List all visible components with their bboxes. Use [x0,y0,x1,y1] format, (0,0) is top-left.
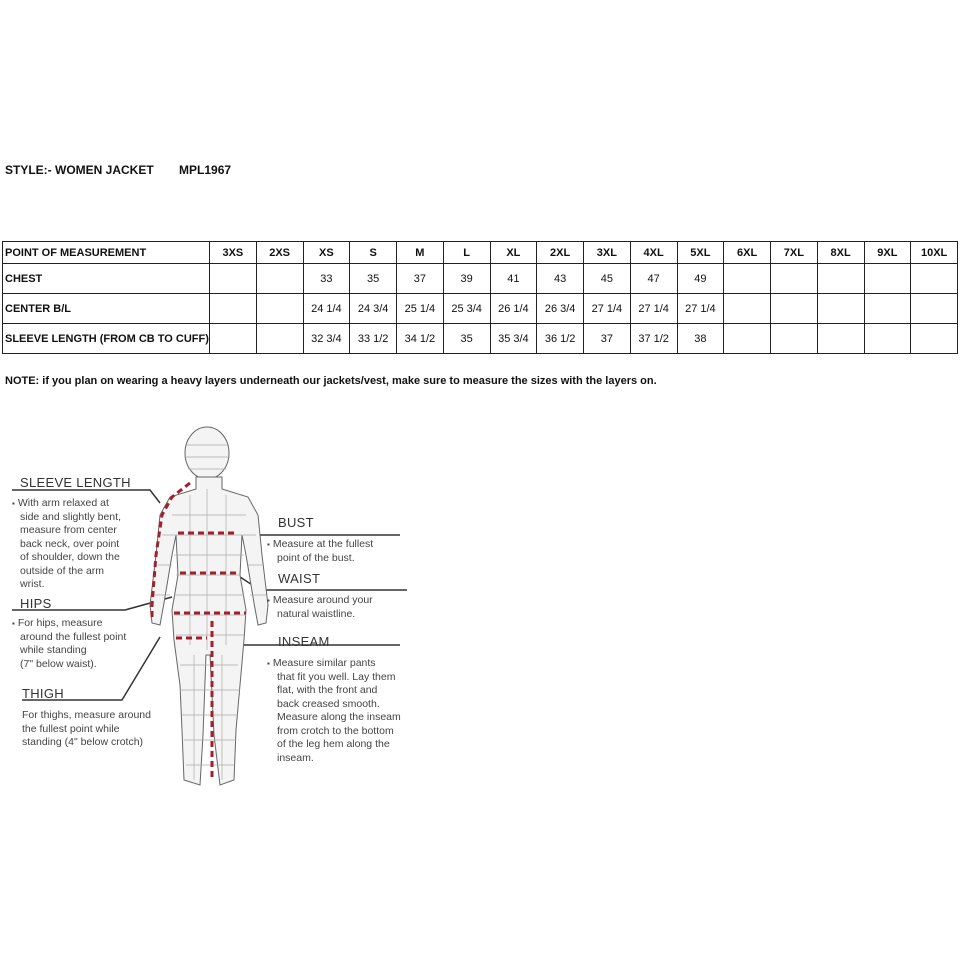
table-cell: 34 1/2 [397,324,444,354]
table-cell: 37 1/2 [630,324,677,354]
text-line: side and slightly bent, [20,510,121,523]
hips-text [12,617,126,671]
table-cell [210,264,257,294]
text-line: of the leg hem along the [277,738,390,750]
table-cell: 38 [677,324,724,354]
table-cell: 27 1/4 [677,294,724,324]
text-line: from crotch to the bottom [277,724,394,737]
text-line: ▪ For hips, measure [12,617,126,631]
table-cell [864,264,911,294]
text-line: wrist. [20,578,45,590]
table-cell: 24 3/4 [350,294,397,324]
size-chart-table [2,241,958,354]
sleeve-length-title: SLEEVE LENGTH [20,475,131,490]
table-row-chest [3,264,958,294]
header-cell: M [397,242,444,264]
bust-text [267,538,373,565]
table-cell [771,294,818,324]
table-cell: 43 [537,264,584,294]
table-cell [817,324,864,354]
row-label: SLEEVE LENGTH (FROM CB TO CUFF) [3,324,210,354]
header-cell: 3XL [584,242,631,264]
table-cell: 26 1/4 [490,294,537,324]
inseam-text [267,657,401,765]
header-cell: S [350,242,397,264]
table-cell [771,264,818,294]
text-line: of shoulder, down the [20,551,120,563]
text-line: measure from center [20,524,117,536]
table-cell: 27 1/4 [630,294,677,324]
table-cell: 24 1/4 [303,294,350,324]
text-line: Measure along the inseam [277,711,401,723]
table-cell: 45 [584,264,631,294]
text-line: that fit you well. Lay them [277,670,396,683]
thigh-text [22,709,151,750]
text-line: inseam. [277,751,314,764]
header-cell: 2XS [256,242,303,264]
thigh-title: THIGH [22,686,64,701]
table-cell [911,264,958,294]
table-cell: 47 [630,264,677,294]
table-cell: 27 1/4 [584,294,631,324]
text-line: back creased smooth. [277,697,380,710]
body-silhouette [150,427,268,785]
table-cell: 37 [397,264,444,294]
header-cell: 8XL [817,242,864,264]
row-label: CENTER B/L [3,294,210,324]
text-line: standing (4" below crotch) [22,736,144,748]
table-cell: 32 3/4 [303,324,350,354]
row-label: CHEST [3,264,210,294]
text-line: back neck, over point [20,537,120,550]
table-cell: 37 [584,324,631,354]
header-cell: 7XL [771,242,818,264]
table-cell [256,324,303,354]
style-label: STYLE:- WOMEN JACKET [5,163,154,177]
text-line: the fullest point while [22,722,120,735]
header-cell: 6XL [724,242,771,264]
header-cell: 5XL [677,242,724,264]
table-cell [724,264,771,294]
header-cell: 2XL [537,242,584,264]
table-cell [724,324,771,354]
text-line: flat, with the front and [277,684,378,696]
text-line: outside of the arm [20,564,105,577]
text-line: around the fullest point [20,630,127,643]
table-cell: 33 [303,264,350,294]
table-cell: 33 1/2 [350,324,397,354]
text-line: point of the bust. [277,551,355,564]
table-cell: 39 [443,264,490,294]
table-cell: 41 [490,264,537,294]
table-cell: 26 3/4 [537,294,584,324]
text-line: ▪ With arm relaxed at [12,497,121,511]
style-code: MPL1967 [179,163,232,177]
header-cell: XL [490,242,537,264]
waist-title: WAIST [278,571,321,586]
table-cell: 25 1/4 [397,294,444,324]
inseam-title: INSEAM [278,634,330,649]
text-line: while standing [20,644,87,656]
table-cell [210,294,257,324]
table-cell [210,324,257,354]
text-line: natural waistline. [277,607,356,620]
text-line: (7" below waist). [20,657,97,670]
table-cell [911,294,958,324]
table-cell: 35 [350,264,397,294]
table-cell [256,264,303,294]
sleeve-length-text [12,497,121,592]
text-line: ▪ Measure similar pants [267,657,401,671]
header-cell: XS [303,242,350,264]
header-cell: 3XS [210,242,257,264]
hips-title: HIPS [20,596,52,611]
table-cell [817,294,864,324]
table-cell [864,294,911,324]
layering-note: NOTE: if you plan on wearing a heavy layers underneath our jackets/vest, make sure to measure the sizes with the layers on. [5,375,657,387]
header-cell: POINT OF MEASUREMENT [3,242,210,264]
table-cell [256,294,303,324]
measurement-guide [0,425,460,805]
text-line: ▪ Measure at the fullest [267,538,373,552]
style-heading [5,163,231,177]
text-line: For thighs, measure around [22,709,151,721]
text-line: ▪ Measure around your [267,594,373,608]
table-row-center-bl [3,294,958,324]
table-cell [864,324,911,354]
table-cell [724,294,771,324]
table-row-sleeve-length [3,324,958,354]
table-cell: 49 [677,264,724,294]
header-cell: 4XL [630,242,677,264]
table-cell [911,324,958,354]
table-cell: 35 [443,324,490,354]
table-cell [771,324,818,354]
table-cell: 25 3/4 [443,294,490,324]
header-cell: L [443,242,490,264]
bust-title: BUST [278,515,314,530]
table-header-row [3,242,958,264]
table-cell [817,264,864,294]
waist-text [267,594,373,621]
header-cell: 9XL [864,242,911,264]
table-cell: 35 3/4 [490,324,537,354]
header-cell: 10XL [911,242,958,264]
table-cell: 36 1/2 [537,324,584,354]
